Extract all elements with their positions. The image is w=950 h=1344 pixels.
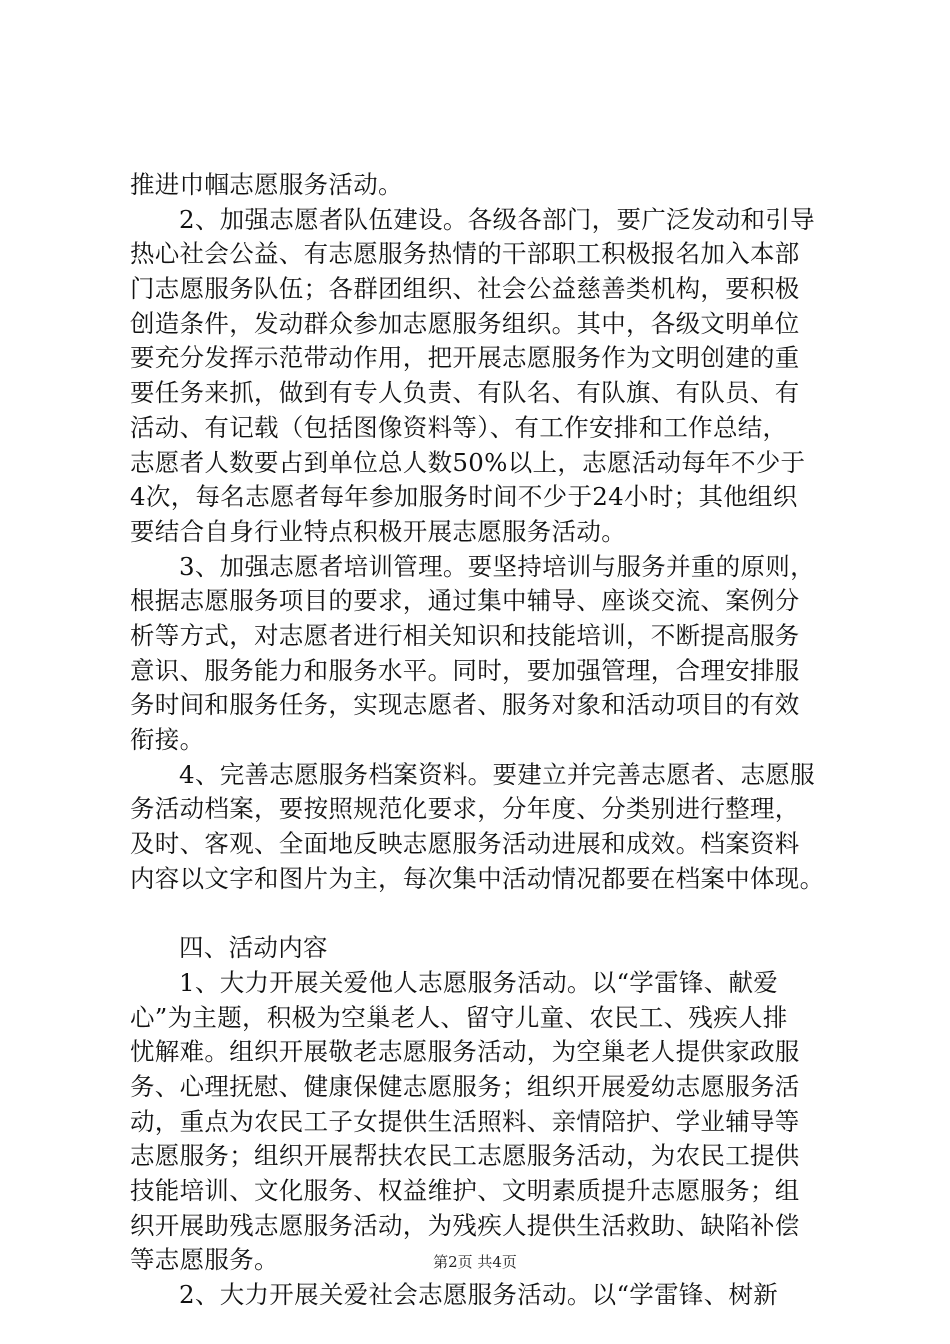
text-line: 4、完善志愿服务档案资料。要建立并完善志愿者、志愿服	[179, 759, 815, 789]
text-line: 动，重点为农民工子女提供生活照料、亲情陪护、学业辅导等	[130, 1106, 800, 1136]
text-line: 等志愿服务。	[130, 1245, 279, 1275]
text-line: 门志愿服务队伍；各群团组织、社会公益慈善类机构，要积极	[130, 274, 800, 304]
blank-line	[130, 896, 850, 931]
page-footer: 第2页 共4页	[433, 1253, 517, 1271]
text-line: 2、加强志愿者队伍建设。各级各部门，要广泛发动和引导	[179, 204, 815, 234]
text-line: 内容以文字和图片为主，每次集中活动情况都要在档案中体现。	[130, 863, 825, 893]
text-line: 4次，每名志愿者每年参加服务时间不少于24小时；其他组织	[130, 482, 798, 512]
text-line: 衔接。	[130, 725, 205, 754]
text-line: 1、大力开展关爱他人志愿服务活动。以“学雷锋、献爱	[179, 967, 779, 997]
text-line: 四、活动内容	[179, 933, 328, 963]
text-line: 3、加强志愿者培训管理。要坚持培训与服务并重的原则，	[179, 551, 815, 581]
text-line: 2、大力开展关爱社会志愿服务活动。以“学雷锋、树新	[179, 1280, 779, 1309]
text-line: 务、心理抚慰、健康保健志愿服务；组织开展爱幼志愿服务活	[130, 1071, 800, 1101]
text-line: 志愿服务；组织开展帮扶农民工志愿服务活动，为农民工提供	[130, 1141, 800, 1171]
text-line: 务活动档案，要按照规范化要求，分年度、分类别进行整理，	[130, 794, 800, 824]
text-line: 创造条件，发动群众参加志愿服务组织。其中，各级文明单位	[130, 308, 800, 338]
text-line: 要结合自身行业特点积极开展志愿服务活动。	[130, 516, 626, 546]
text-line: 推进巾帼志愿服务活动。	[130, 170, 403, 199]
document-body	[130, 168, 850, 1313]
text-line: 活动、有记载（包括图像资料等）、有工作安排和工作总结，	[130, 412, 788, 442]
text-line: 织开展助残志愿服务活动，为残疾人提供生活救助、缺陷补偿	[130, 1210, 800, 1240]
text-line: 要充分发挥示范带动作用，把开展志愿服务作为文明创建的重	[130, 343, 800, 373]
text-line: 析等方式，对志愿者进行相关知识和技能培训，不断提高服务	[130, 620, 800, 650]
text-line: 热心社会公益、有志愿服务热情的干部职工积极报名加入本部	[130, 239, 800, 269]
text-line: 心”为主题，积极为空巢老人、留守儿童、农民工、残疾人排	[130, 1002, 788, 1032]
text-line: 及时、客观、全面地反映志愿服务活动进展和成效。档案资料	[130, 829, 800, 859]
text-line: 技能培训、文化服务、权益维护、文明素质提升志愿服务；组	[130, 1175, 800, 1205]
text-line: 意识、服务能力和服务水平。同时，要加强管理，合理安排服	[130, 655, 800, 685]
text-line: 务时间和服务任务，实现志愿者、服务对象和活动项目的有效	[130, 690, 800, 720]
text-line: 忧解难。组织开展敬老志愿服务活动，为空巢老人提供家政服	[130, 1037, 800, 1067]
text-line: 要任务来抓，做到有专人负责、有队名、有队旗、有队员、有	[130, 378, 800, 408]
text-line: 志愿者人数要占到单位总人数50%以上，志愿活动每年不少于	[130, 447, 806, 477]
text-line: 根据志愿服务项目的要求，通过集中辅导、座谈交流、案例分	[130, 586, 800, 616]
